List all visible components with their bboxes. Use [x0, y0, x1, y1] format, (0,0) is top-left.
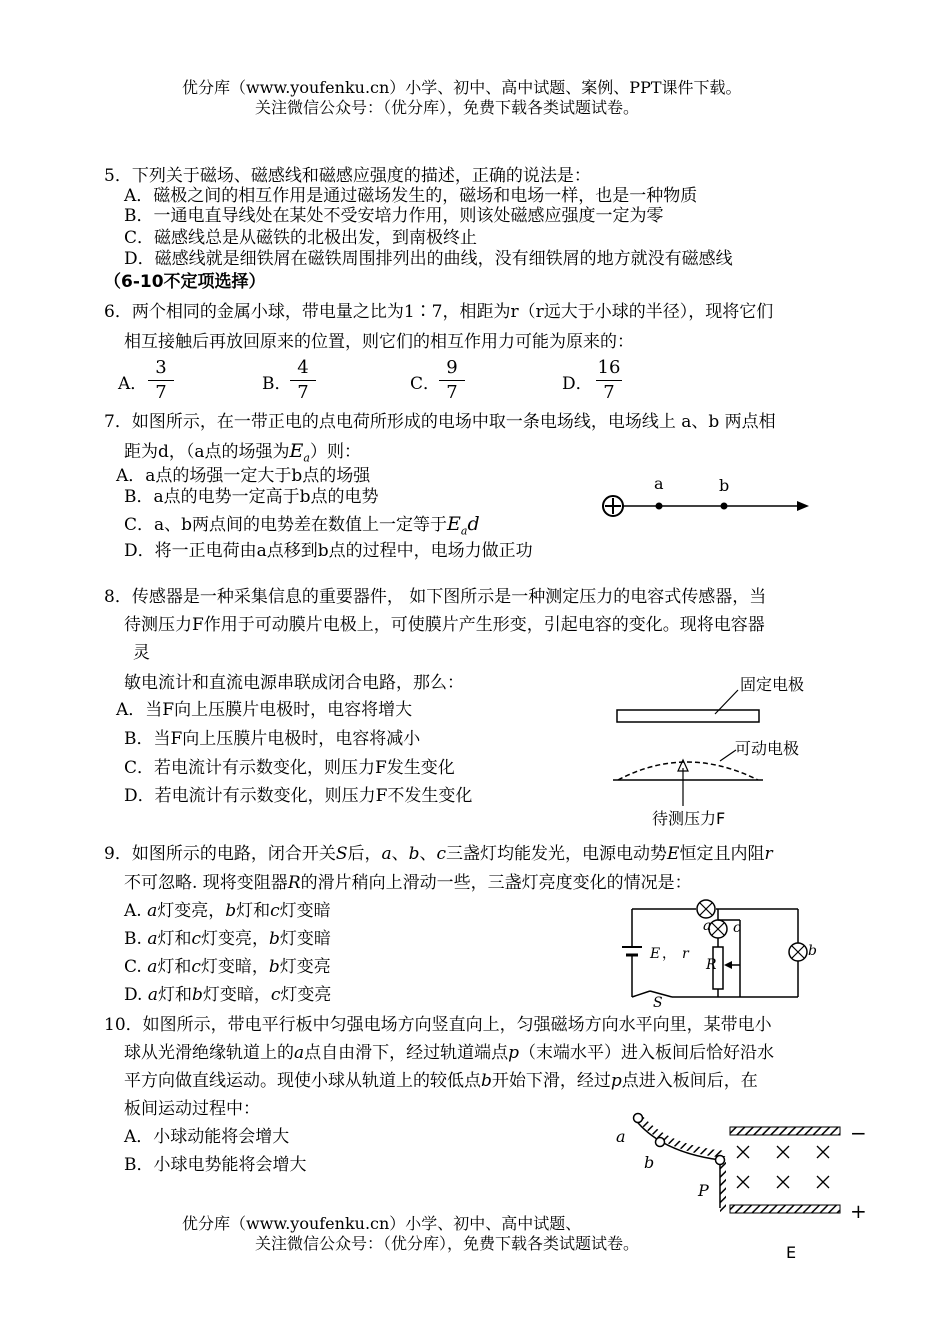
q7-option-c-symbol: E — [447, 513, 461, 535]
q9-lamp-b: b — [408, 844, 420, 864]
q10-point-p: p — [508, 1043, 520, 1063]
q9-option-d-t1: 灯和 — [157, 985, 192, 1005]
q9-emf-symbol: E — [667, 844, 680, 864]
q6-option-d-label: D． — [562, 374, 593, 394]
circuit-label-b: b — [808, 943, 817, 959]
q8-line4: 敏电流计和直流电源串联成闭合电路，那么： — [124, 673, 464, 693]
q6-option-a-numerator: 3 — [155, 357, 167, 378]
q10-option-a: A．小球动能将会增大 — [124, 1127, 290, 1147]
q9-option-b-t3: 灯变暗 — [279, 929, 331, 949]
q9-option-c-t3: 灯变亮 — [279, 957, 331, 977]
q8-line3: 灵 — [133, 643, 150, 663]
q9-option-d-t2: 灯变暗， — [202, 985, 271, 1005]
point-b — [721, 503, 728, 510]
q9-option-b-label: B. — [124, 929, 142, 949]
q7-option-a: A．a点的场强一定大于b点的场强 — [116, 466, 371, 486]
q6-option-c-fraction — [437, 357, 467, 404]
q9-line2 — [124, 873, 692, 893]
q10-line1: 10．如图所示，带电平行板中匀强电场方向竖直向上，匀强磁场方向水平向里，某带电小 — [104, 1015, 772, 1035]
q10-line3-part2: 开始下滑，经过 — [491, 1071, 611, 1091]
q7-line2-tail: ）则： — [309, 442, 361, 462]
q9-switch-symbol: S — [335, 844, 348, 864]
ball-at-b — [656, 1138, 665, 1147]
q9-line1-part1: 9．如图所示的电路，闭合开关 — [104, 844, 336, 864]
q9-lamp-a: a — [381, 844, 392, 864]
q9-line1-part4: 恒定且内阻 — [679, 844, 765, 864]
q10-option-b: B．小球电势能将会增大 — [124, 1155, 307, 1175]
q6-option-d-denominator: 7 — [603, 382, 615, 403]
q6-option-a-label: A． — [118, 374, 148, 394]
q8-option-a: A．当F向上压膜片电极时，电容将增大 — [116, 700, 413, 720]
q5-option-a: A．磁极之间的相互作用是通过磁场发生的，磁场和电场一样，也是一种物质 — [124, 186, 698, 206]
q7-field-subscript: a — [303, 451, 310, 465]
point-b-label: b — [719, 476, 730, 495]
q9-option-a-label: A. — [124, 901, 142, 921]
fixed-electrode-plate — [617, 710, 759, 722]
q9-option-d-x3: c — [270, 985, 281, 1005]
q8-option-b: B．当F向上压膜片电极时，电容将减小 — [124, 729, 421, 749]
q10-line4: 板间运动过程中： — [124, 1099, 260, 1119]
q10-track-plates-figure — [610, 1108, 880, 1263]
q6-line2: 相互接触后再放回原来的位置，则它们的相互作用力可能为原来的： — [124, 332, 634, 352]
q6-option-b-numerator: 4 — [297, 357, 309, 378]
q9-option-c-label: C. — [124, 957, 142, 977]
q10-point-p2: p — [610, 1071, 622, 1091]
circuit-label-r: r — [682, 946, 689, 962]
circuit-label-a: a — [703, 918, 712, 934]
q9-option-d — [124, 985, 331, 1005]
q9-sep1: 、 — [391, 844, 409, 864]
q5-stem: 5．下列关于磁场、磁感线和磁感应强度的描述，正确的说法是： — [104, 166, 591, 186]
fixed-electrode-label: 固定电极 — [740, 675, 805, 694]
q5-option-b: B．一通电直导线处在某处不受安培力作用，则该处磁感应强度一定为零 — [124, 206, 664, 226]
page-header-line2: 关注微信公众号：（优分库），免费下载各类试题试卷。 — [255, 98, 640, 117]
q9-line2-part2: 的滑片稍向上滑动一些，三盏灯亮度变化的情况是： — [300, 873, 692, 893]
q7-option-b: B．a点的电势一定高于b点的电势 — [124, 487, 379, 507]
q6-option-d-numerator: 16 — [597, 357, 621, 378]
point-p-marker — [716, 1156, 725, 1165]
q6-option-c-denominator: 7 — [446, 382, 458, 403]
q7-option-c-text: C．a、b两点间的电势差在数值上一定等于 — [124, 515, 448, 535]
magnetic-field-into-page-icon — [737, 1146, 829, 1188]
q7-option-c — [124, 514, 480, 541]
q9-option-a-t1: 灯变亮， — [157, 901, 226, 921]
q8-option-d: D．若电流计有示数变化，则压力F不发生变化 — [124, 786, 473, 806]
q9-lamp-c: c — [436, 844, 447, 864]
circuit-label-rheostat: R — [706, 957, 717, 973]
q9-resistance-symbol: r — [764, 844, 773, 864]
q9-option-b-t2: 灯变亮， — [200, 929, 269, 949]
q7-field-line-figure — [595, 470, 820, 525]
q9-option-b — [124, 929, 331, 949]
q9-option-d-x1: a — [147, 985, 158, 1005]
circuit-label-e: E — [650, 946, 661, 962]
q10-point-a: a — [294, 1043, 305, 1063]
track-label-b: b — [644, 1153, 655, 1172]
switch-s — [632, 991, 650, 997]
q6-option-a-fraction — [146, 357, 176, 404]
point-a-label: a — [654, 474, 664, 493]
q9-option-c-x3: b — [268, 957, 280, 977]
q8-line2: 待测压力F作用于可动膜片电极上，可使膜片产生形变，引起电容的变化。现将电容器 — [124, 615, 765, 635]
q6-option-c-label: C． — [410, 374, 441, 394]
q10-line3-part1: 平方向做直线运动。现使小球从轨道上的较低点 — [124, 1071, 481, 1091]
q6-option-d-fraction — [594, 357, 624, 404]
page-footer-line2: 关注微信公众号：（优分库），免费下载各类试题试卷。 — [255, 1234, 640, 1253]
page-footer-line1: 优分库（www.youfenku.cn）小学、初中、高中试题、 — [182, 1214, 582, 1233]
q6-option-a-denominator: 7 — [155, 382, 167, 403]
q6-option-b-fraction — [288, 357, 318, 404]
bottom-plate-sign: + — [850, 1199, 867, 1223]
ball-at-a — [634, 1114, 643, 1123]
page-header-line1: 优分库（www.youfenku.cn）小学、初中、高中试题、案例、PPT课件下载。 — [182, 78, 742, 97]
q7-line1: 7．如图所示，在一带正电的点电荷所形成的电场中取一条电场线，电场线上 a、b 两点相 — [104, 412, 776, 432]
q6-option-c-numerator: 9 — [446, 357, 458, 378]
q10-line2-part2: 点自由滑下，经过轨道端点 — [304, 1043, 509, 1063]
q9-option-b-x2: c — [191, 929, 201, 949]
q9-option-c-x1: a — [147, 957, 158, 977]
q9-option-a-x1: a — [147, 901, 158, 921]
q9-option-b-t1: 灯和 — [157, 929, 192, 949]
bottom-plate — [730, 1205, 840, 1213]
q9-option-b-x1: a — [147, 929, 158, 949]
q9-option-d-label: D. — [124, 985, 143, 1005]
q7-line2 — [124, 441, 361, 468]
q9-option-a — [124, 901, 331, 921]
q9-option-d-x2: b — [191, 985, 203, 1005]
slider-arrow-icon — [724, 961, 732, 969]
q9-option-c-t2: 灯变暗， — [200, 957, 269, 977]
circuit-label-c: c — [733, 920, 741, 936]
q9-option-a-t3: 灯变暗 — [279, 901, 331, 921]
q10-line3-part3: 点进入板间后，在 — [621, 1071, 758, 1091]
q6-option-b-denominator: 7 — [297, 382, 309, 403]
q10-line3 — [124, 1071, 758, 1091]
q9-line1 — [104, 844, 773, 864]
q8-line1: 8．传感器是一种采集信息的重要器件， 如下图所示是一种测定压力的电容式传感器，当 — [104, 587, 767, 607]
q6-line1: 6．两个相同的金属小球，带电量之比为1∶7，相距为r（r远大于小球的半径），现将它们 — [104, 302, 774, 322]
q9-option-a-t2: 灯和 — [236, 901, 271, 921]
q9-option-c-t1: 灯和 — [157, 957, 192, 977]
section-heading: （6-10不定项选择） — [104, 272, 266, 292]
q9-option-c-x2: c — [191, 957, 201, 977]
q9-option-b-x3: b — [268, 929, 280, 949]
q7-field-symbol: E — [289, 440, 304, 462]
q8-capacitor-sensor-figure — [610, 668, 840, 833]
field-label-e: E — [786, 1243, 797, 1262]
q7-line2-text: 距为d，（a点的场强为 — [124, 442, 290, 462]
circuit-label-comma: ， — [662, 946, 676, 962]
q7-option-c-subscript: a — [460, 524, 468, 538]
point-a — [656, 503, 663, 510]
q7-option-d: D．将一正电荷由a点移到b点的过程中，电场力做正功 — [124, 541, 533, 561]
track-label-p: P — [698, 1181, 709, 1200]
q7-option-c-distance: d — [467, 513, 480, 535]
q10-line2-part3: （末端水平）进入板间后恰好沿水 — [519, 1043, 775, 1063]
q9-option-a-x3: c — [270, 901, 280, 921]
q9-option-d-t3: 灯变亮 — [280, 985, 332, 1005]
q10-line2-part1: 球从光滑绝缘轨道上的 — [124, 1043, 294, 1063]
q6-option-b-label: B． — [262, 374, 292, 394]
force-label: 待测压力F — [652, 809, 726, 828]
q9-line2-part1: 不可忽略. 现将变阻器 — [124, 873, 288, 893]
q8-option-c: C．若电流计有示数变化，则压力F发生变化 — [124, 758, 455, 778]
q10-point-b: b — [481, 1071, 492, 1091]
q5-option-d: D．磁感线就是细铁屑在磁铁周围排列出的曲线，没有细铁屑的地方就没有磁感线 — [124, 249, 733, 269]
q9-line1-part2: 后， — [347, 844, 382, 864]
top-plate-sign: − — [850, 1121, 867, 1145]
q9-line1-part3: 三盏灯均能发光，电源电动势 — [446, 844, 668, 864]
arrow-head-icon — [797, 501, 809, 511]
q9-sep2: 、 — [419, 844, 437, 864]
circuit-label-s: S — [653, 995, 663, 1011]
track-label-a: a — [616, 1127, 626, 1146]
q9-circuit-figure — [620, 895, 817, 1011]
q9-option-a-x2: b — [225, 901, 237, 921]
q9-option-c — [124, 957, 331, 977]
q9-rheostat-symbol: R — [287, 873, 301, 893]
q10-line2 — [124, 1043, 774, 1063]
q5-option-c: C．磁感线总是从磁铁的北极出发，到南极终止 — [124, 228, 478, 248]
movable-electrode-label: 可动电极 — [735, 739, 800, 758]
top-plate — [730, 1127, 840, 1135]
